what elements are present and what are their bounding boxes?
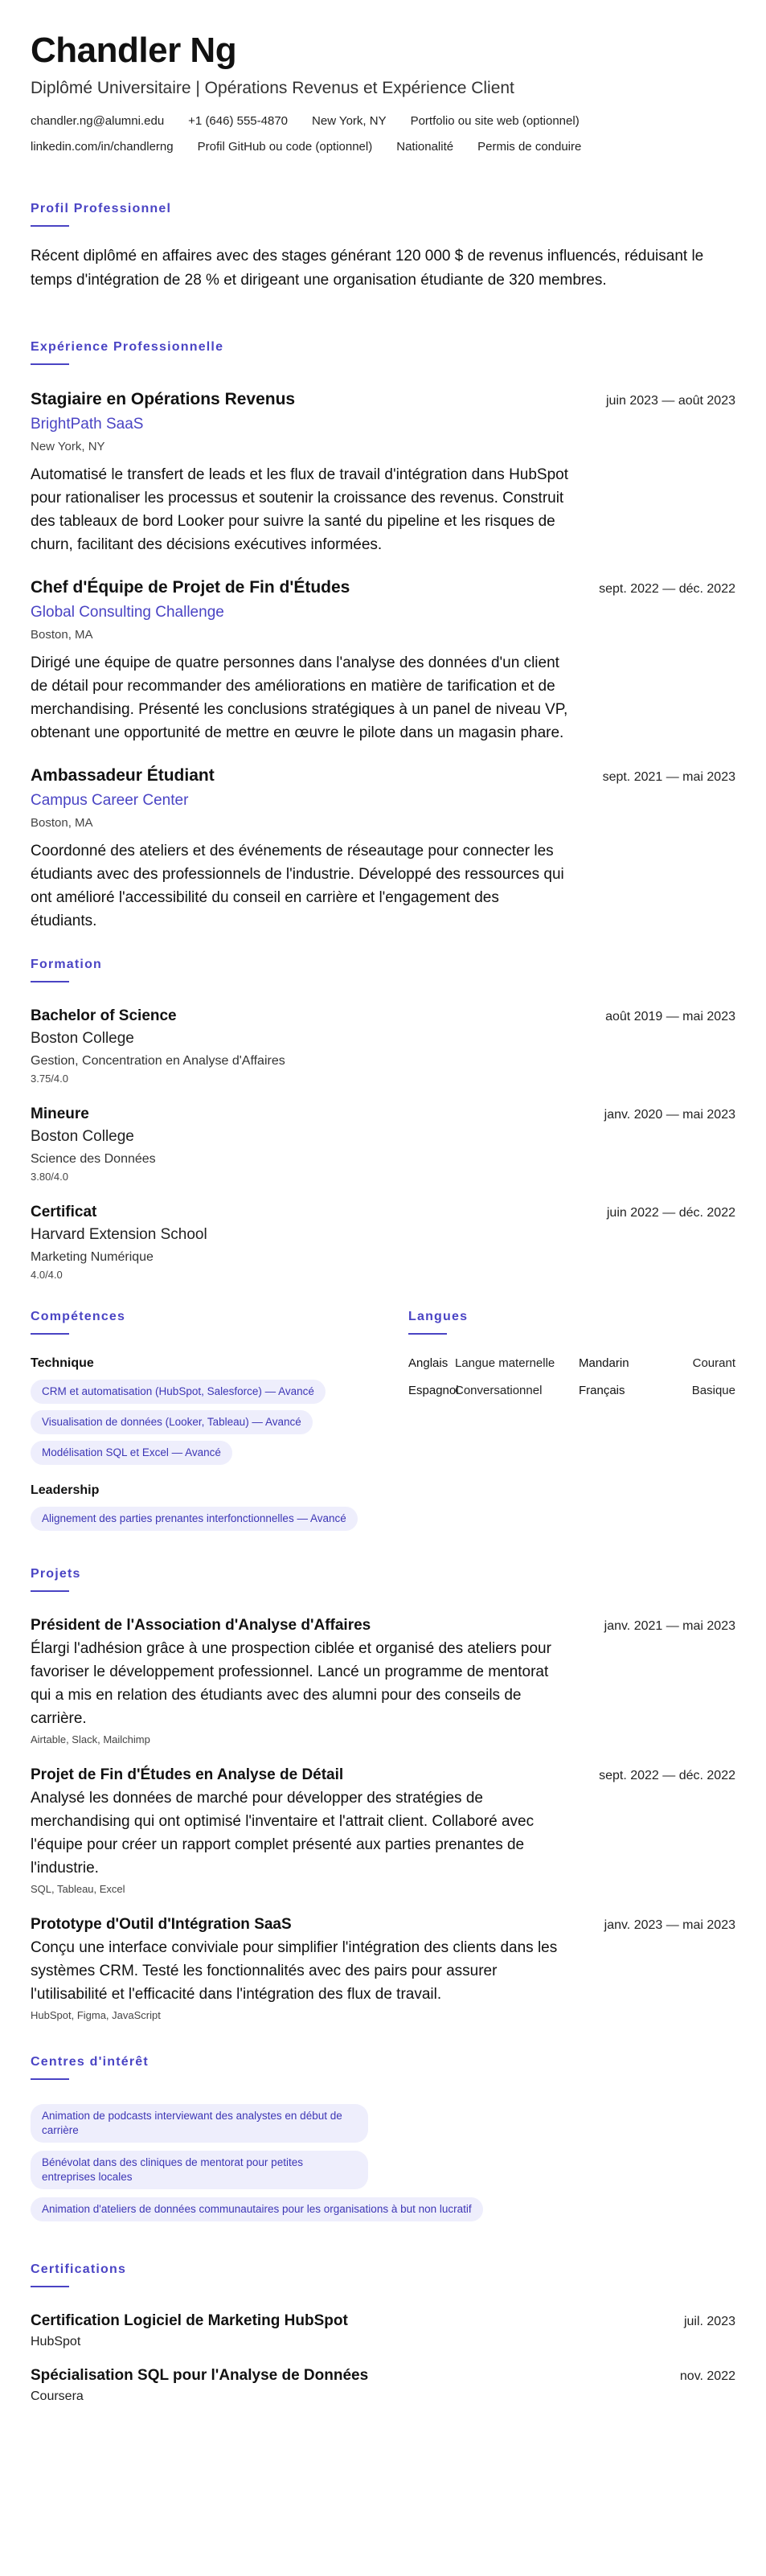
project-tech: HubSpot, Figma, JavaScript [31,2009,161,2021]
section-divider [31,981,69,982]
education-field: Gestion, Concentration en Analyse d'Affaires [31,1054,285,1068]
experience-item [31,577,735,744]
skill-tag: CRM et automatisation (HubSpot, Salesforce) — Avancé [31,1380,326,1404]
education-degree: Bachelor of Science [31,1007,177,1024]
education-item [31,1203,735,1282]
project-date: janv. 2023 — mai 2023 [604,1918,735,1932]
certification-issuer: HubSpot [31,2335,81,2348]
contact-github: Profil GitHub ou code (optionnel) [197,140,373,154]
experience-date: sept. 2022 — déc. 2022 [599,582,735,596]
education-field: Science des Données [31,1152,156,1166]
skill-group-technical [31,1356,408,1465]
experience-date: juin 2023 — août 2023 [605,394,735,408]
language-level: Conversationnel [455,1384,543,1397]
certification-item [31,2311,735,2350]
project-name: Président de l'Association d'Analyse d'Affaires [31,1617,371,1634]
resume-header [31,31,735,154]
skills-languages-row [31,1309,735,1531]
experience-company: Global Consulting Challenge [31,604,224,621]
project-tech: SQL, Tableau, Excel [31,1883,125,1895]
education-list [31,1007,735,1282]
project-description: Conçu une interface conviviale pour simplifier l'intégration des clients dans les systèmes CRM. Testé les fonctionnalités avec des pairs pour assurer l'utilisabilité et l'efficacité dans l'intégration des flux de travail. [31,1939,558,2003]
skill-tags [31,1380,408,1465]
section-title: Projets [31,1567,81,1581]
language-level: Courant [692,1356,735,1370]
education-gpa: 3.80/4.0 [31,1171,68,1183]
experience-item [31,389,735,556]
languages-section [408,1309,735,1531]
contact-drivers-license: Permis de conduire [477,140,582,154]
projects-section [31,1566,735,2022]
language-name: Espagnol [408,1384,459,1397]
skill-tags [31,1507,408,1531]
experience-description: Automatisé le transfert de leads et les flux de travail d'intégration dans HubSpot pour rationaliser les processus et soutenir la croissance des revenus. Construit des tableaux de bord Looker pour suivre la santé du pipeline et les risques de churn, facilitant des décisions exécutives informées. [31,466,569,553]
section-divider [31,1590,69,1592]
summary-section [31,201,735,293]
contact-location: New York, NY [312,114,387,128]
experience-role: Stagiaire en Opérations Revenus [31,390,296,408]
experience-location: Boston, MA [31,628,93,642]
contact-nationality: Nationalité [396,140,454,154]
education-date: juin 2022 — déc. 2022 [606,1206,735,1220]
section-title: Certifications [31,2262,127,2276]
project-description: Élargi l'adhésion grâce à une prospection ciblée et organisé des ateliers pour favoriser le développement professionnel. Lancé un programme de mentorat qui a mis en relation des étudiants avec des alumni pour des conseils de carrière. [31,1640,551,1727]
experience-company: BrightPath SaaS [31,416,144,433]
experience-company: Campus Career Center [31,792,189,809]
experience-item [31,765,735,933]
education-school: Boston College [31,1128,134,1145]
certification-name: Spécialisation SQL pour l'Analyse de Données [31,2367,369,2384]
skill-group-leadership [31,1483,408,1531]
interest-tags [31,2104,735,2221]
project-item [31,1915,735,2022]
interests-section [31,2054,735,2221]
experience-section [31,339,735,933]
section-divider [31,225,69,227]
skill-group-title: Technique [31,1356,94,1370]
education-field: Marketing Numérique [31,1250,154,1264]
project-date: sept. 2022 — déc. 2022 [599,1769,735,1782]
candidate-headline: Diplômé Universitaire | Opérations Revenus et Expérience Client [31,79,514,97]
language-name: Anglais [408,1356,449,1370]
section-title: Formation [31,958,103,971]
education-date: août 2019 — mai 2023 [605,1010,735,1023]
language-level: Langue maternelle [455,1356,555,1370]
project-tech: Airtable, Slack, Mailchimp [31,1733,150,1745]
project-date: janv. 2021 — mai 2023 [604,1619,735,1633]
section-title: Profil Professionnel [31,202,172,215]
education-gpa: 4.0/4.0 [31,1269,63,1281]
certifications-list [31,2311,735,2405]
skills-section [31,1309,408,1531]
skill-tag: Alignement des parties prenantes interfonctionnelles — Avancé [31,1507,358,1531]
section-divider [408,1333,447,1335]
section-title: Langues [408,1310,469,1323]
interest-tag: Animation d'ateliers de données communautaires pour les organisations à but non lucratif [31,2197,483,2221]
experience-description: Coordonné des ateliers et des événements de réseautage pour connecter les étudiants avec des professionnels de l'industrie. Développé des ressources qui ont amélioré l'accessibilité du conseil en carrière et l'engagement des étudiants. [31,843,564,929]
language-level: Basique [691,1384,735,1397]
section-divider [31,2078,69,2080]
certification-date: nov. 2022 [679,2369,735,2383]
experience-description: Dirigé une équipe de quatre personnes dans l'analyse des données d'un client de détail pour recommander des améliorations en matière de tarification et de merchandising. Présenté les conclusions stratégiques à un panel de niveau VP, obtenant une opportunité de mettre en œuvre le pilote dans un magasin phare. [31,654,568,741]
contact-list [31,114,735,154]
certification-issuer: Coursera [31,2389,84,2403]
section-divider [31,2286,69,2287]
certification-item [31,2366,735,2405]
project-name: Prototype d'Outil d'Intégration SaaS [31,1916,292,1933]
contact-email: chandler.ng@alumni.edu [31,114,165,128]
education-section [31,957,735,1282]
education-gpa: 3.75/4.0 [31,1073,68,1085]
skill-group-title: Leadership [31,1483,100,1497]
interest-tag: Bénévolat dans des cliniques de mentorat pour petites entreprises locales [31,2151,368,2189]
experience-role: Ambassadeur Étudiant [31,766,215,785]
education-degree: Mineure [31,1105,89,1122]
experience-role: Chef d'Équipe de Projet de Fin d'Études [31,578,350,597]
experience-list [31,389,735,933]
education-item [31,1007,735,1085]
contact-phone: +1 (646) 555-4870 [188,114,289,128]
education-school: Harvard Extension School [31,1226,207,1243]
languages-grid [408,1356,735,1399]
section-title: Centres d'intérêt [31,2055,149,2069]
experience-location: New York, NY [31,440,105,453]
skill-tag: Modélisation SQL et Excel — Avancé [31,1441,232,1465]
project-name: Projet de Fin d'Études en Analyse de Détail [31,1766,344,1783]
experience-location: Boston, MA [31,816,93,830]
experience-date: sept. 2021 — mai 2023 [602,770,735,784]
contact-linkedin: linkedin.com/in/chandlerng [31,140,174,154]
language-name: Français [579,1384,625,1397]
language-name: Mandarin [579,1356,629,1370]
interest-tag: Animation de podcasts interviewant des analystes en début de carrière [31,2104,368,2143]
education-item [31,1105,735,1183]
section-divider [31,363,69,365]
section-title: Compétences [31,1310,126,1323]
summary-text: Récent diplômé en affaires avec des stages générant 120 000 $ de revenus influencés, réduisant le temps d'intégration de 28 % et dirigeant une organisation étudiante de 320 membres. [31,248,704,289]
project-description: Analysé les données de marché pour développer des stratégies de merchandising qui ont optimisé l'inventaire et l'attrait client. Collaboré avec l'équipe pour créer un rapport complet présenté aux parties prenantes de l'industrie. [31,1790,535,1877]
project-item [31,1766,735,1896]
contact-portfolio: Portfolio ou site web (optionnel) [410,114,580,128]
certification-name: Certification Logiciel de Marketing HubSpot [31,2312,348,2329]
education-date: janv. 2020 — mai 2023 [604,1108,735,1122]
projects-list [31,1616,735,2022]
certifications-section [31,2262,735,2405]
candidate-name: Chandler Ng [31,31,237,70]
education-school: Boston College [31,1030,134,1047]
section-title: Expérience Professionnelle [31,340,224,354]
section-divider [31,1333,69,1335]
certification-date: juil. 2023 [683,2315,735,2328]
education-degree: Certificat [31,1204,97,1220]
project-item [31,1616,735,1746]
skill-tag: Visualisation de données (Looker, Tableau) — Avancé [31,1410,313,1434]
